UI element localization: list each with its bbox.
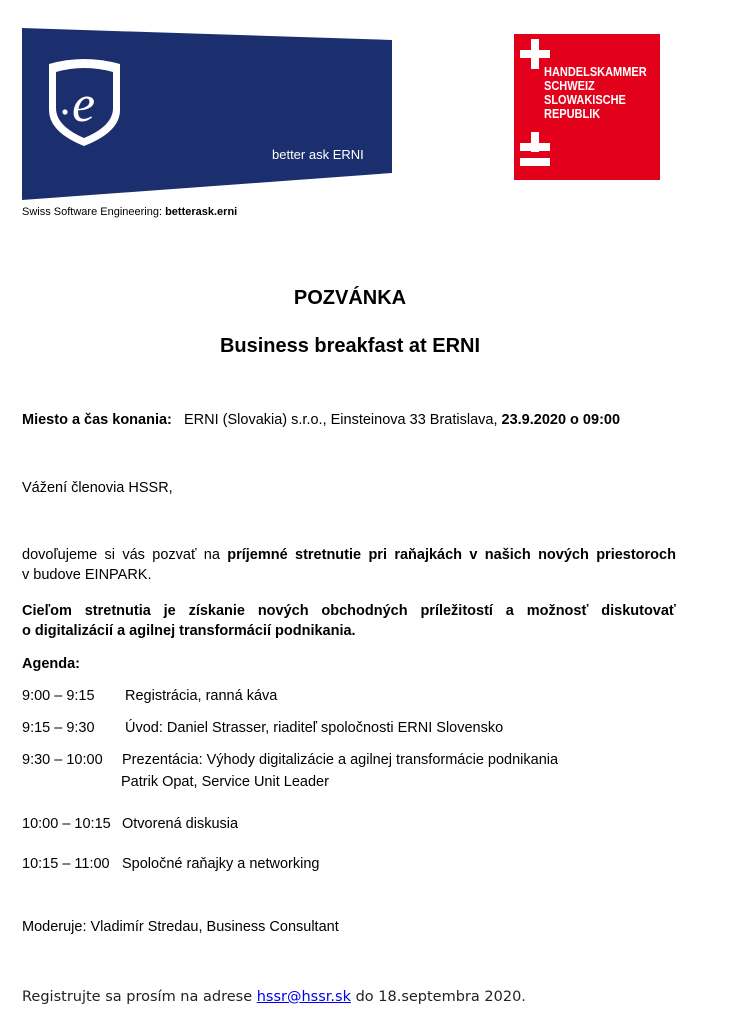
page-title: POZVÁNKA [293,287,407,309]
tagline: Swiss Software Engineering: betterask.erni [22,206,238,218]
greeting: Vážení členovia HSSR, [22,480,173,496]
agenda-item: 9:15 – 9:30 Úvod: Daniel Strasser, riaditeľ spoločnosti ERNI Slovensko [22,720,504,736]
venue-line: Miesto a čas konania: ERNI (Slovakia) s.r.o., Einsteinova 33 Bratislava, 23.9.2020 o 09:00 [22,412,621,428]
page-subtitle: Business breakfast at ERNI [219,335,481,357]
erni-logo [22,28,392,200]
hssr-logo [514,34,660,180]
moderator-line: Moderuje: Vladimír Stredau, Business Consultant [22,919,339,935]
svg-text:e: e [72,76,96,133]
agenda-item: 10:15 – 11:00 Spoločné raňajky a networking [22,856,320,872]
agenda-item: 9:30 – 10:00 Prezentácia: Výhody digitalizácie a agilnej transformácie podnikania [22,752,559,768]
hssr-logo-line: REPUBLIK [544,107,601,121]
hssr-logo-line: HANDELSKAMMER [544,65,647,79]
registration-line: Registrujte sa prosím na adrese hssr@hssr.sk do 18.septembra 2020. [22,989,526,1005]
invite-paragraph: dovoľujeme si vás pozvať na príjemné stretnutie pri raňajkách v našich nových priestoroch v budove EINPARK. [22,547,676,583]
agenda-item-speaker: Patrik Opat, Service Unit Leader [121,774,329,790]
goal-paragraph: Cieľom stretnutia je získanie nových obchodných príležitostí a možnosť diskutovať o digitalizácií a agilnej transformácií podnikania. [22,603,676,639]
swiss-cross-icon [520,132,550,168]
agenda-item: 9:00 – 9:15 Registrácia, ranná káva [22,688,278,704]
erni-slogan: better ask ERNI [272,147,364,162]
registration-email-link[interactable]: hssr@hssr.sk [256,989,351,1005]
agenda-item: 10:00 – 10:15 Otvorená diskusia [22,816,239,832]
agenda-heading: Agenda: [22,656,80,672]
hssr-logo-line: SCHWEIZ [544,79,595,93]
hssr-logo-line: SLOWAKISCHE [544,93,626,107]
